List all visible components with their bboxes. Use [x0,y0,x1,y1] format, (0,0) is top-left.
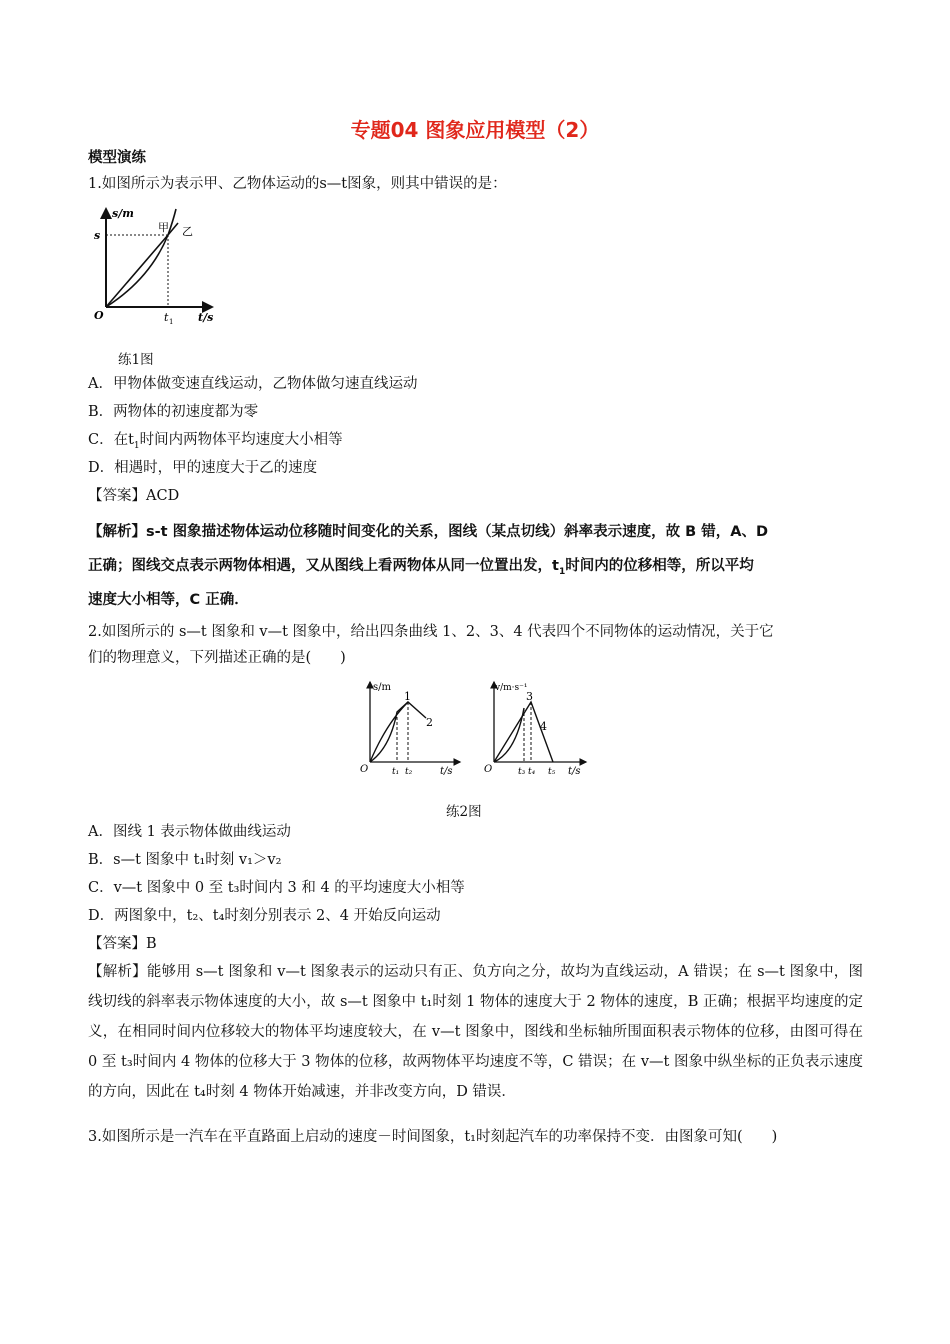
q2-left-y-label: s/m [373,682,391,693]
q2-right-tick-t3: t₃ [518,767,526,777]
q1-curve-jia-label: 甲 [158,221,169,234]
q1-answer: 【答案】ACD [88,488,180,504]
q2-curve-2-label: 2 [426,716,433,729]
q1-option-d: D．相遇时，甲的速度大于乙的速度 [88,460,318,476]
q1-st-graph [88,203,218,325]
q1-y-axis-label: s/m [112,207,134,220]
q2-option-c: C．v—t 图象中 0 至 t₃时间内 3 和 4 的平均速度大小相等 [88,880,465,896]
q1-option-c: C．在$t_1$时间内两物体平均速度大小相等 [88,432,343,451]
q1-stem: 1.如图所示为表示甲、乙物体运动的s—t图象，则其中错误的是： [88,176,507,192]
q2-curve-1 [370,702,408,762]
q2-stem-line1: 2.如图所示的 s—t 图象和 v—t 图象中，给出四条曲线 1、2、3、4 代表四个不同物体的运动情况，关于它 [88,624,774,640]
q2-right-tick-t5: t₅ [548,767,556,777]
q2-right-tick-t4: t₄ [528,767,536,777]
q2-figure-caption: 练2图 [446,804,482,820]
q2-left-tick-t2: t₂ [405,767,413,777]
q1-x-tick: t [164,311,169,324]
q1-origin: O [94,309,104,322]
q2-right-x-label: t/s [568,766,581,777]
q2-curve-3-label: 3 [526,690,533,703]
q2-curve-4-label: 4 [540,720,547,733]
q1-curve-yi-label: 乙 [182,225,193,238]
q1-x-axis-label: t/s [198,311,214,324]
q1-explanation-line1: 【解析】s-t 图象描述物体运动位移随时间变化的关系，图线（某点切线）斜率表示速度，故 B 错，A、D [88,524,769,540]
q1-figure-caption: 练1图 [118,352,154,368]
q1-y-tick: s [94,229,101,242]
q2-curve-1-label: 1 [404,690,411,703]
q1-option-a: A．甲物体做变速直线运动，乙物体做匀速直线运动 [88,376,418,392]
q1-x-tick-sub: 1 [169,318,174,325]
q2-st-graph [356,678,466,778]
q2-left-origin: O [360,764,369,775]
q3-stem: 3.如图所示是一汽车在平直路面上启动的速度－时间图象，t₁时刻起汽车的功率保持不变．由图象可知( ) [88,1129,778,1145]
q2-curve-2 [370,702,426,762]
q2-right-y-label: v/m·s⁻¹ [495,683,528,693]
q2-left-x-label: t/s [440,766,453,777]
q2-stem-line2: 们的物理意义，下列描述正确的是( ) [88,650,346,666]
q2-answer: 【答案】B [88,936,157,952]
q1-option-b: B．两物体的初速度都为零 [88,404,259,420]
q2-option-d: D．两图象中，t₂、t₄时刻分别表示 2、4 开始反向运动 [88,908,441,924]
q1-explanation-line2: 正确；图线交点表示两物体相遇，又从图线上看两物体从同一位置出发，$t_1$时间内的位移相等，所以平均 [88,558,754,577]
q2-right-origin: O [484,764,493,775]
q2-explanation: 【解析】能够用 s—t 图象和 v—t 图象表示的运动只有正、负方向之分，故均为直线运动，A 错误；在 s—t 图象中，图线切线的斜率表示物体速度的大小，故 s—t 图象中 t₁时刻 1 物体的速度大于 2 物体的速度，B 正确；根据平均速度的定义，在相同时间内位移较大的物体平均速度较大，在 v—t 图象中，图线和坐标轴所围面积表示物体的位移，由图可得在 0 至 t₃时间内 4 物体的位移大于 3 物体的位移，故两物体平均速度不等，C 错误；在 v—t 图象中纵坐标的正负表示速度的方向，因此在 t₄时刻 4 物体开始减速，并非改变方向，D 错误． [88,964,863,1100]
q2-vt-graph [480,678,592,778]
q2-left-tick-t1: t₁ [392,767,400,777]
q1-explanation-line3: 速度大小相等，C 正确． [88,592,249,608]
q1-curve-yi [106,223,178,307]
section-label: 模型演练 [88,150,146,166]
q2-option-a: A．图线 1 表示物体做曲线运动 [88,824,291,840]
q2-option-b: B．s—t 图象中 t₁时刻 v₁＞v₂ [88,852,282,868]
page-title: 专题04 图象应用模型（2） [350,118,600,142]
